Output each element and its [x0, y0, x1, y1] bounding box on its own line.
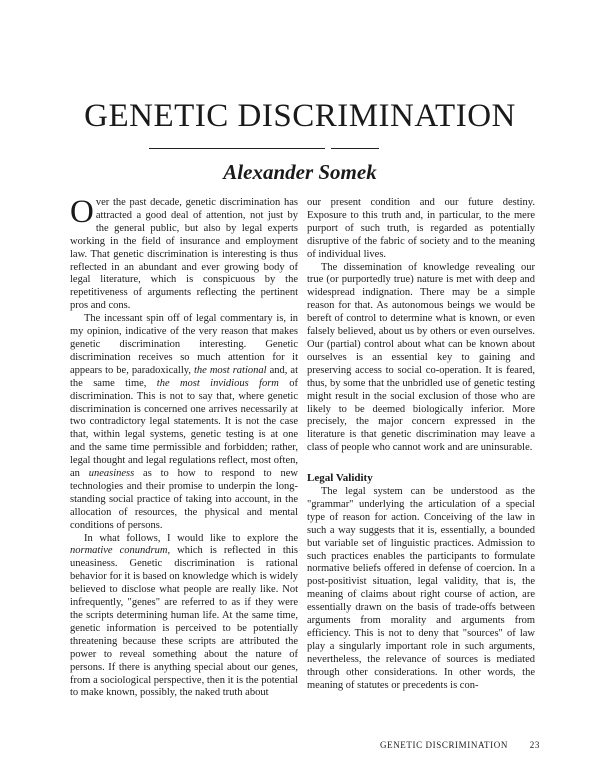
paragraph-3	[70, 533, 298, 701]
paragraph-2	[70, 313, 298, 532]
paragraph-2-part-c: of discrimination. This is not to say that, where genetic discrimination is concerned one arrives necessarily at two contradictory legal statements. It is not the case that, within legal systems, genetic testing is at one and the same time permissible and forbidden; rather, legal thought and legal regulations reflect, most often, an	[70, 377, 298, 480]
paragraph-6: The legal system can be understood as the "grammar" underlying the articulation of a special type of reason for action. Conceiving of the law in such a way suggests that it is, essentially, a bounded but variable set of linguistic practices. Admission to such practices enables the participants to formulate normative beliefs offered in defense of coercion. In a post-positivist situation, legal validity, that is, the meaning of claims about right course of action, are essentially drawn on the basis of trade-offs between arguments from morality and arguments from efficiency. This is not to deny that "sources" of law play a singularly important role in such arguments, nevertheless, the relevance of sources is mediated through other considerations. In other words, the meaning of statutes or precedents is con-	[307, 486, 535, 691]
paragraph-3-part-b: , which is reflected in this uneasiness. Genetic discrimination is rational behavior for it is based on knowledge which is widely believed to disclose what people are really like. Not infrequently, "genes" are referred to as if they were the scripts determining human life. At the same time, genetic information is perceived to be potentially threatening because these scripts are attributed the power to reveal something about the nature of persons. If there is anything special about our genes, from a sociological perspective, then it is the potential to make known, possibly, the naked truth about	[70, 545, 298, 699]
paragraph-4: our present condition and our future destiny. Exposure to this truth and, in particular, to the mere purport of such truth, is regarded as potentially disruptive of the fabric of society and to the meaning of individual lives.	[307, 197, 535, 260]
drop-cap: O	[70, 194, 94, 230]
paragraph-1-text: ver the past decade, genetic discrimination has attracted a good deal of attention, not just by the general public, but also by legal experts working in the field of insurance and employment law. That genetic discrimination is interesting is thus reflected in an abundant and ever growing body of legal literature, which is conspicuous by the repetitiveness of arguments reflecting the pertinent pros and cons.	[70, 197, 298, 312]
paragraph-2-part-d: as to how to respond to new technologies and their promise to underpin the long-standing social practice of taking into account, in the allocation of resources, the physical and mental conditions of persons.	[70, 468, 298, 531]
emphasis-normative-conundrum: normative conundrum	[70, 545, 168, 557]
title-rule-left	[149, 148, 325, 149]
emphasis-most-rational: the most rational	[193, 364, 267, 376]
page-number: 23	[529, 740, 540, 750]
section-heading: Legal Validity	[307, 472, 373, 485]
emphasis-most-invidious: the most invidious form	[156, 377, 279, 389]
article-title: GENETIC DISCRIMINATION	[84, 98, 516, 134]
paragraph-2-part-b: and, at the same time,	[70, 364, 298, 389]
right-column	[307, 197, 535, 693]
paragraph-2-part-a: The incessant spin off of legal commentary is, in my opinion, indicative of the very reason that makes genetic discrimination interesting. Genetic discrimination receives so much attention for it appears to be, paradoxically,	[70, 313, 298, 376]
page-footer	[380, 740, 540, 750]
left-column	[70, 194, 298, 700]
paragraph-5: The dissemination of knowledge revealing our true (or purportedly true) nature is met with deep and widespread indignation. There may be a simple reason for that. As autonomous beings we would be bereft of control to determine what is known, or even falsely believed, about us by others or even ourselves. Our (partial) control about what can be known about ourselves is an essential key to gaining and preserving access to social co-operation. It is feared, thus, by some that the unbridled use of genetic testing might result in the social exclusion of those who are likely to be deemed biologically inferior. More precisely, the major concern expressed in the literature is that genetic discrimination may leave a class of people who cannot work and are uninsurable.	[307, 261, 535, 454]
emphasis-uneasiness: uneasiness	[88, 468, 135, 480]
paragraph-1	[70, 194, 298, 313]
running-head: GENETIC DISCRIMINATION	[380, 740, 508, 750]
paragraph-3-part-a: In what follows, I would like to explore the	[84, 532, 298, 544]
article-author: Alexander Somek	[223, 160, 377, 184]
title-rule-right	[331, 148, 379, 149]
